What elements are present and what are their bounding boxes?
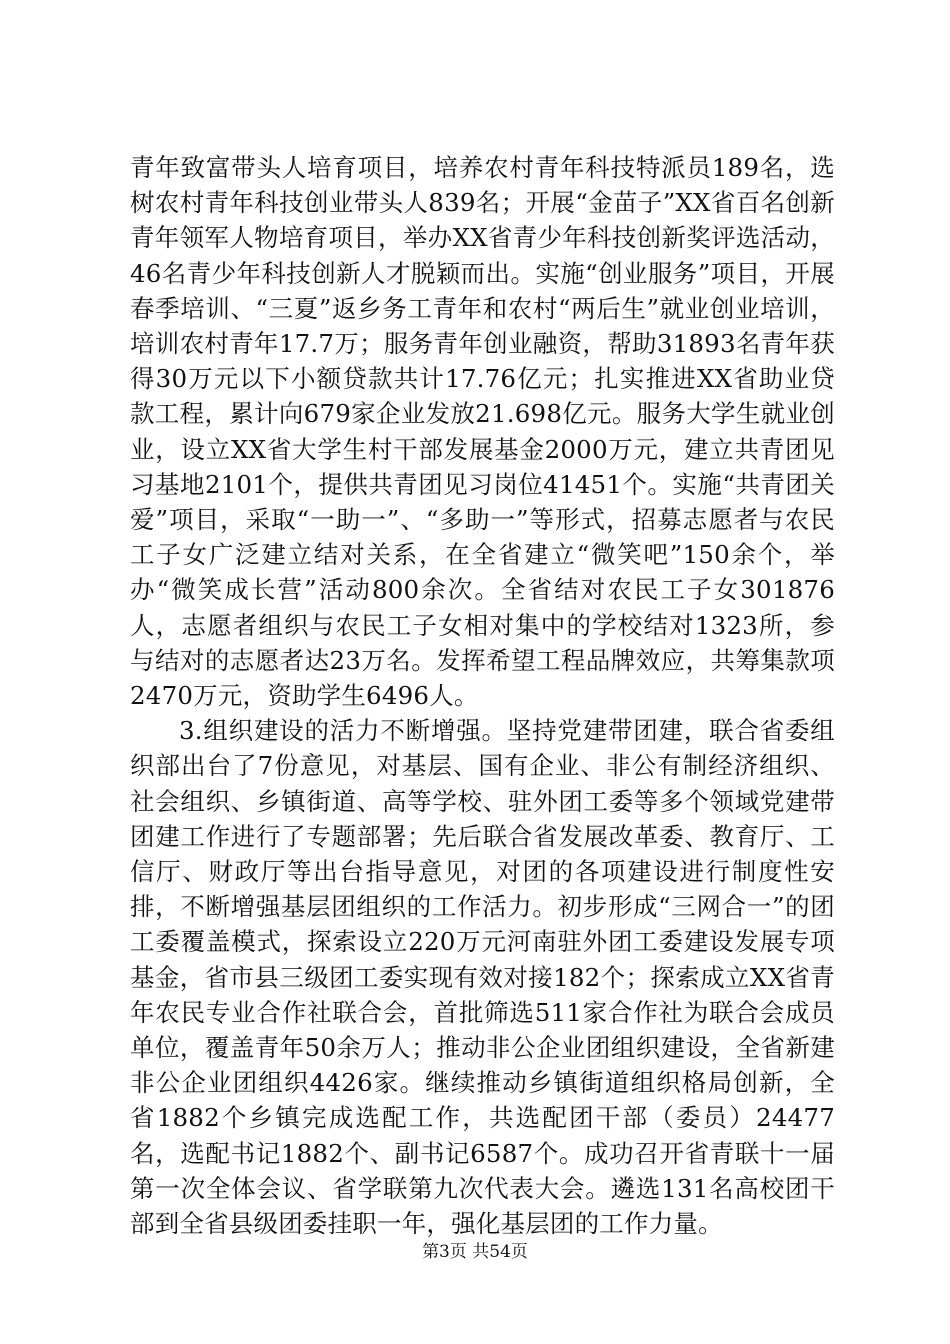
page-footer: 第3页 共54页 xyxy=(422,1242,528,1262)
paragraph-1: 青年致富带头人培育项目，培养农村青年科技特派员189名，选树农村青年科技创业带头人839名；开展“金苗子”XX省百名创新青年领军人物培育项目，举办XX省青少年科技创新奖评选活动，46名青少年科技创新人才脱颖而出。实施“创业服务”项目，开展春季培训、“三夏”返乡务工青年和农村“两后生”就业创业培训，培训农村青年17.7万；服务青年创业融资，帮助31893名青年获得30万元以下小额贷款共计17.76亿元；扎实推进XX省助业贷款工程，累计向679家企业发放21.698亿元。服务大学生就业创业，设立XX省大学生村干部发展基金2000万元，建立共青团见习基地2101个，提供共青团见习岗位41451个。实施“共青团关爱”项目，采取“一助一”、“多助一”等形式，招募志愿者与农民工子女广泛建立结对关系，在全省建立“微笑吧”150余个，举办“微笑成长营”活动800余次。全省结对农民工子女301876人，志愿者组织与农民工子女相对集中的学校结对1323所，参与结对的志愿者达23万名。发挥希望工程品牌效应，共筹集款项2470万元，资助学生6496人。 xyxy=(130,153,835,711)
paragraph-2: 3.组织建设的活力不断增强。坚持党建带团建，联合省委组织部出台了7份意见，对基层、国有企业、非公有制经济组织、社会组织、乡镇街道、高等学校、驻外团工委等多个领域党建带团建工作进行了专题部署；先后联合省发展改革委、教育厅、工信厅、财政厅等出台指导意见，对团的各项建设进行制度性安排，不断增强基层团组织的工作活力。初步形成“三网合一”的团工委覆盖模式，探索设立220万元河南驻外团工委建设发展专项基金，省市县三级团工委实现有效对接182个；探索成立XX省青年农民专业合作社联合会，首批筛选511家合作社为联合会成员单位，覆盖青年50余万人；推动非公企业团组织建设，全省新建非公企业团组织4426家。继续推动乡镇街道组织格局创新，全省1882个乡镇完成选配工作，共选配团干部（委员）24477名，选配书记1882个、副书记6587个。成功召开省青联十一届第一次全体会议、省学联第九次代表大会。遴选131名高校团干部到全省县级团委挂职一年，强化基层团的工作力量。 xyxy=(130,716,835,1239)
document-body xyxy=(130,150,835,1241)
